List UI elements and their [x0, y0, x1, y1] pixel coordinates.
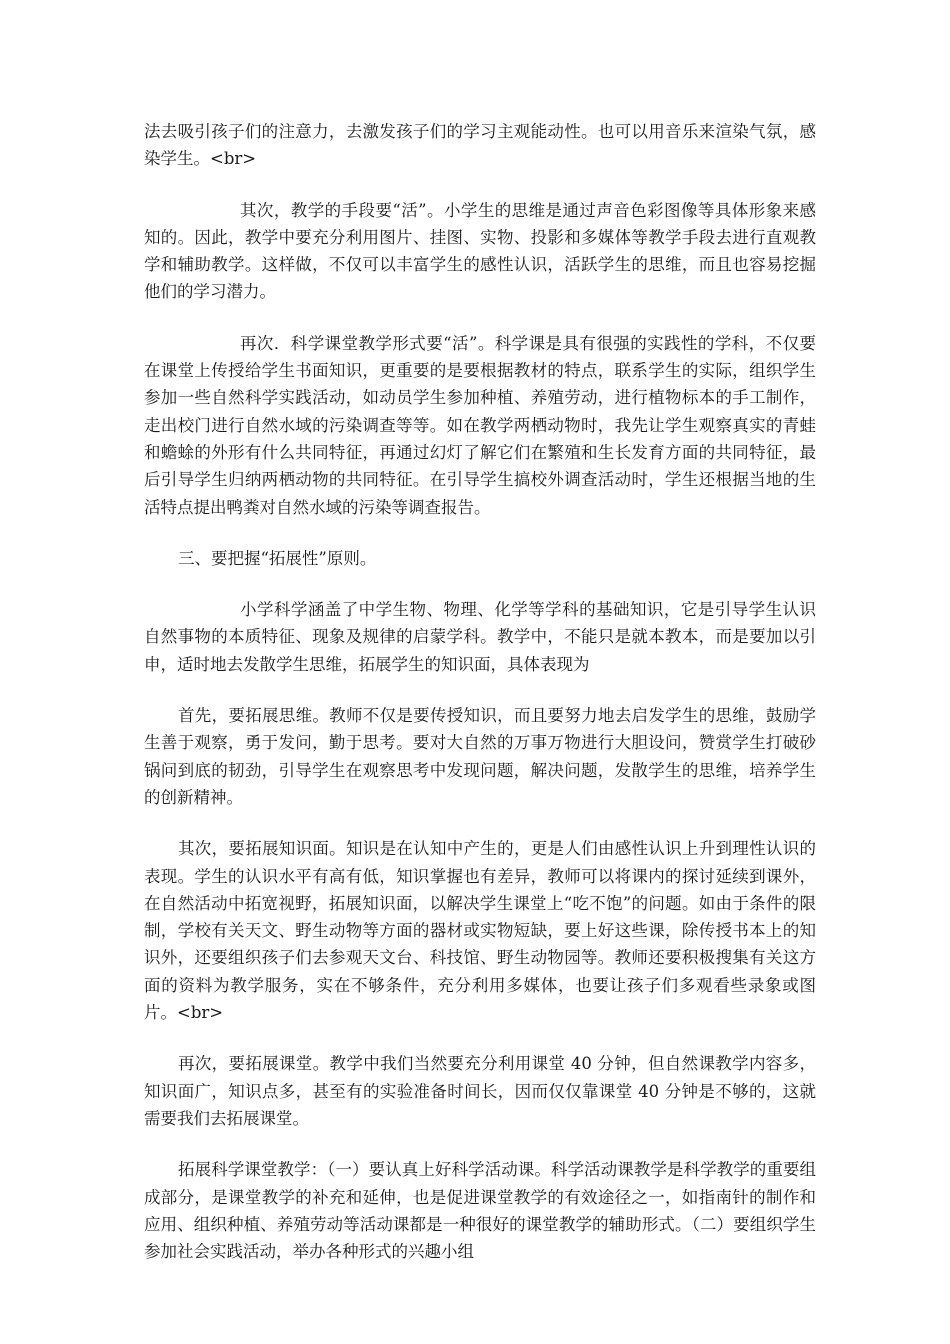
paragraph-gap [144, 1026, 816, 1050]
document-body [144, 118, 816, 1265]
paragraph-science-overview: 小学科学涵盖了中学生物、物理、化学等学科的基础知识，它是引导学生认识自然事物的本质特征、现象及规律的启蒙学科。教学中，不能只是就本教本，而是要加以引申，适时地去发散学生思维，拓展学生的知识面，具体表现为 [144, 600, 816, 674]
paragraph-teaching-forms: 再次．科学课堂教学形式要“活”。科学课是具有很强的实践性的学科，不仅要在课堂上传授给学生书面知识，更重要的是要根据教材的特点，联系学生的实际，组织学生参加一些自然科学实践活动，如动员学生参加种植、养殖劳动，进行植物标本的手工制作，走出校门进行自然水域的污染调查等等。如在教学两栖动物时，我先让学生观察真实的青蛙和蟾蜍的外形有什么共同特征，再通过幻灯了解它们在繁殖和生长发育方面的共同特征，最后引导学生归纳两栖动物的共同特征。在引导学生搞校外调查活动时，学生还根据当地的生活特点提出鸭粪对自然水域的污染等调查报告。 [144, 333, 816, 517]
paragraph-teaching-methods: 其次，教学的手段要“活”。小学生的思维是通过声音色彩图像等具体形象来感知的。因此，教学中要充分利用图片、挂图、实物、投影和多媒体等教学手段去进行直观教学和辅助教学。这样做，不仅可以丰富学生的感性认识，活跃学生的思维，而且也容易挖掘他们的学习潜力。 [144, 200, 816, 302]
paragraph-gap [144, 811, 816, 835]
paragraph-gap [144, 306, 816, 330]
paragraph-gap [144, 678, 816, 702]
paragraph-gap [144, 572, 816, 596]
paragraph-extend-knowledge: 其次，要拓展知识面。知识是在认知中产生的，更是人们由感性认识上升到理性认识的表现。学生的认识水平有高有低，知识掌握也有差异，教师可以将课内的探讨延续到课外，在自然活动中拓宽视野，拓展知识面，以解决学生课堂上“吃不饱”的问题。如由于条件的限制，学校有关天文、野生动物等方面的器材或实物短缺，要上好这些课，除传授书本上的知识外，还要组织孩子们去参观天文台、科技馆、野生动物园等。教师还要积极搜集有关这方面的资料为教学服务，实在不够条件，充分利用多媒体，也要让孩子们多观看些录象或图片。<br> [144, 839, 816, 1023]
paragraph-extend-classroom: 再次，要拓展课堂。教学中我们当然要充分利用课堂 40 分钟，但自然课教学内容多，知识面广，知识点多，甚至有的实验准备时间长，因而仅仅靠课堂 40 分钟是不够的，这就需要我们去拓展课堂。 [144, 1054, 816, 1128]
paragraph-extend-thinking: 首先，要拓展思维。教师不仅是要传授知识，而且要努力地去启发学生的思维，鼓励学生善于观察，勇于发问，勤于思考。要对大自然的万事万物进行大胆设问，赞赏学生打破砂锅问到底的韧劲，引导学生在观察思考中发现问题，解决问题，发散学生的思维，培养学生的创新精神。 [144, 706, 816, 807]
paragraph-continuation: 法去吸引孩子们的注意力，去激发孩子们的学习主观能动性。也可以用音乐来渲染气氛，感染学生。<br> [144, 122, 816, 169]
paragraph-gap [144, 521, 816, 545]
paragraph-gap [144, 1132, 816, 1156]
paragraph-gap [144, 173, 816, 197]
section-heading-extension-principle: 三、要把握“拓展性”原则。 [178, 548, 377, 568]
paragraph-extend-science-teaching: 拓展科学课堂教学：（一）要认真上好科学活动课。科学活动课教学是科学教学的重要组成部分，是课堂教学的补充和延伸，也是促进课堂教学的有效途径之一，如指南针的制作和应用、组织种植、养殖劳动等活动课都是一种很好的课堂教学的辅助形式。（二）要组织学生参加社会实践活动，举办各种形式的兴趣小组 [144, 1160, 816, 1262]
